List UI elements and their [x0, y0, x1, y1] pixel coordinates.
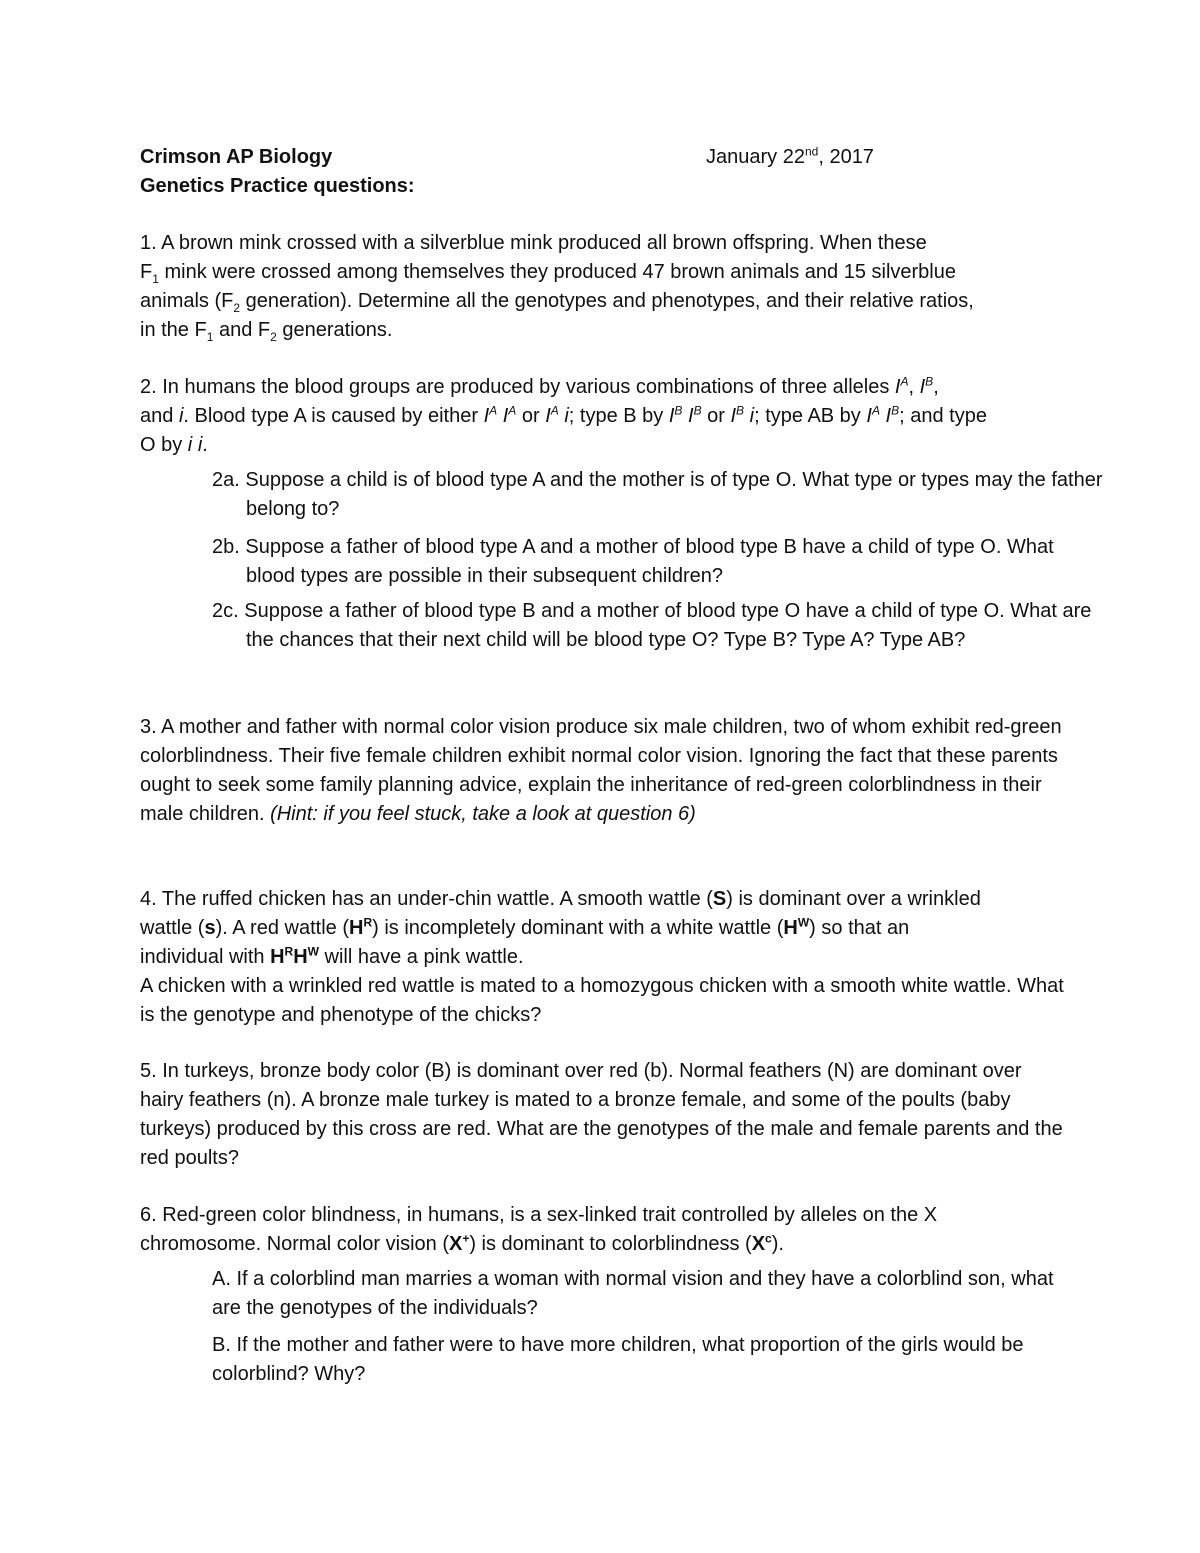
- question-6b: B. If the mother and father were to have more children, what proportion of the girls would be colorblind? Why?: [212, 1334, 1024, 1385]
- question-1: 1. A brown mink crossed with a silverblue mink produced all brown offspring. When these $F_1$ mink were crossed among themselves they produced 47 brown animals and 15 silverblue animals ($F_2$ generation). Determine all the genotypes and phenotypes, and their relative ratios, in the $F_1$ and $F_2$ generations.: [140, 232, 974, 344]
- question-2: 2. In humans the blood groups are produced by various combinations of three alleles $I^A$, $I^B$, and i. Blood type A is caused by either $I^A$ $I^A$ or $I^A$ i; type B by $I^B$ $I^B$ or $I^B$ i; type AB by $I^A$ $I^B$; and type O by i i.: [140, 374, 987, 456]
- hint-text: (Hint: if you feel stuck, take a look at question 6): [270, 803, 696, 825]
- question-3: 3. A mother and father with normal color vision produce six male children, two of whom exhibit red-green colorblindness. Their five female children exhibit normal color vision. Ignoring the fact that these parents ought to seek some family planning advice, explain the inheritance of red-green colorblindness in their male children. (Hint: if you feel stuck, take a look at question 6): [140, 716, 1062, 825]
- question-2c: 2c. Suppose a father of blood type B and a mother of blood type O have a child of type O. What are the chances that their next child will be blood type O? Type B? Type A? Type AB?: [212, 600, 1092, 651]
- question-5: 5. In turkeys, bronze body color (B) is dominant over red (b). Normal feathers (N) are dominant over hairy feathers (n). A bronze male turkey is mated to a bronze female, and some of the poults (baby turkeys) produced by this cross are red. What are the genotypes of the male and female parents and the red poults?: [140, 1060, 1063, 1169]
- document-subtitle: Genetics Practice questions:: [140, 175, 415, 197]
- question-2a: 2a. Suppose a child is of blood type A and the mother is of type O. What type or types may the father belong to?: [212, 469, 1103, 520]
- course-title: Crimson AP Biology: [140, 146, 333, 168]
- question-6a: A. If a colorblind man marries a woman with normal vision and they have a colorblind son, what are the genotypes of the individuals?: [212, 1268, 1054, 1319]
- document-date: January 22nd, 2017: [706, 144, 874, 168]
- question-2b: 2b. Suppose a father of blood type A and a mother of blood type B have a child of type O. What blood types are possible in their subsequent children?: [212, 536, 1054, 587]
- question-6: 6. Red-green color blindness, in humans, is a sex-linked trait controlled by alleles on the X chromosome. Normal color vision (X+) is dominant to colorblindness $(X^c)$.: [140, 1204, 938, 1255]
- question-4: 4. The ruffed chicken has an under-chin wattle. A smooth wattle (S) is dominant over a wrinkled wattle (s). A red wattle $(H^R)$ is incompletely dominant with a white wattle $(H^W)$ so that an individual with $H^RH^W$ will have a pink wattle. A chicken with a wrinkled red wattle is mated to a homozygous chicken with a smooth white wattle. What is the genotype and phenotype of the chicks?: [140, 888, 1064, 1026]
